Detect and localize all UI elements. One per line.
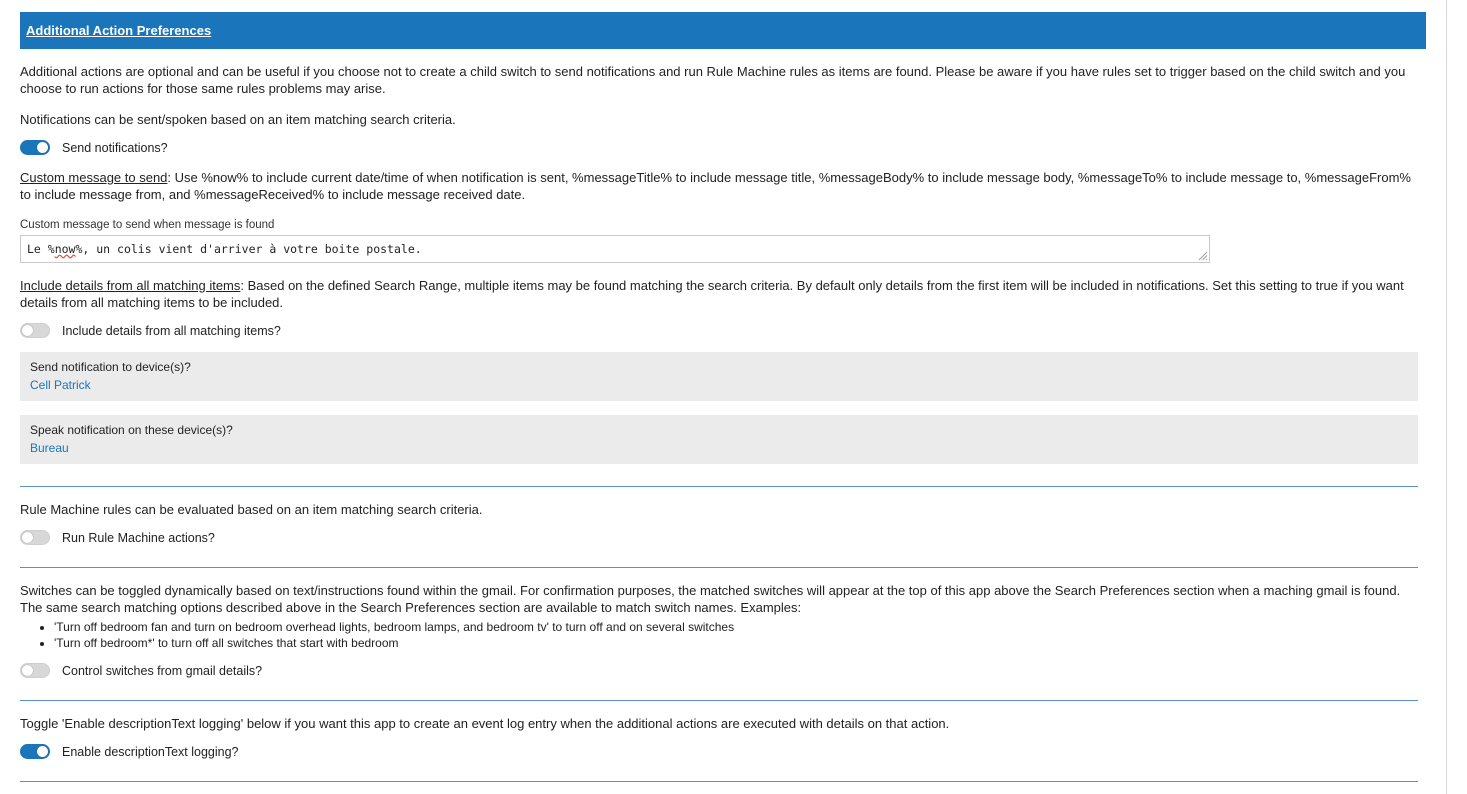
divider-3 [20,700,1418,701]
include-details-description-rest: : Based on the defined Search Range, multiple items may be found matching the search criteria. By default only details from the first item will be included in notifications. Set this setting to true if you want details from all matching items to be included. [20,278,1404,310]
rule-machine-row[interactable] [20,530,1418,545]
logging-row[interactable] [20,744,1418,759]
send-notifications-toggle[interactable] [20,140,50,155]
include-details-description [20,277,1418,311]
toggle-knob [22,532,33,543]
rule-machine-toggle[interactable] [20,530,50,545]
toggle-knob [37,746,48,757]
speak-devices-panel[interactable] [20,415,1418,464]
custom-message-input-wrap[interactable] [20,235,1210,263]
logging-toggle[interactable] [20,744,50,759]
include-details-label: Include details from all matching items? [62,323,281,338]
include-details-description-underlined: Include details from all matching items [20,278,241,293]
custom-message-value-misspelled: now [54,242,76,256]
notify-devices-title: Send notification to device(s)? [30,360,191,374]
rule-machine-label: Run Rule Machine actions? [62,530,215,545]
rule-machine-intro: Rule Machine rules can be evaluated based on an item matching search criteria. [20,502,483,517]
toggle-knob [37,142,48,153]
speak-devices-title: Speak notification on these device(s)? [30,423,233,437]
custom-message-description-underlined: Custom message to send [20,170,168,185]
include-details-toggle[interactable] [20,323,50,338]
list-item: • 'Turn off bedroom fan and turn on bedroom overhead lights, bedroom lamps, and bedroom tv' to turn off and on several switches [54,620,1418,635]
speak-devices-value[interactable]: Bureau [30,441,69,455]
switches-intro: Switches can be toggled dynamically based on text/instructions found within the gmail. For confirmation purposes, the matched switches will appear at the top of this app above the Search Preferences section when a maching gmail is found. The same search matching options described above in the Search Preferences section are available to match switch names. Examples: [20,583,1401,615]
toggle-knob [22,665,33,676]
notifications-intro-paragraph: Notifications can be sent/spoken based on an item matching search criteria. [20,112,456,127]
send-notifications-label: Send notifications? [62,140,168,155]
custom-message-field-label: Custom message to send when message is found [20,219,275,231]
logging-label: Enable descriptionText logging? [62,744,239,759]
control-switches-label: Control switches from gmail details? [62,663,263,678]
control-switches-toggle[interactable] [20,663,50,678]
custom-message-description-rest: : Use %now% to include current date/time of when notification is sent, %messageTitle% to include message title, %messageBody% to include message body, %messageTo% to include message to, %messageFrom% to include message from, and %messageReceived% to include message received date. [20,170,1411,202]
logging-intro: Toggle 'Enable descriptionText logging' below if you want this app to create an event log entry when the additional actions are executed with details on that action. [20,716,950,731]
custom-message-input[interactable] [20,235,1210,263]
section-body [0,63,1446,782]
section-header-additional-action-preferences [20,12,1426,49]
scrollbar-gutter[interactable] [1447,0,1467,794]
notify-devices-panel[interactable] [20,352,1418,401]
divider-4 [20,781,1418,782]
control-switches-row[interactable] [20,663,1418,678]
notify-devices-value[interactable]: Cell Patrick [30,378,91,392]
custom-message-description [20,169,1418,203]
send-notifications-row[interactable] [20,140,1418,155]
list-item: • 'Turn off bedroom*' to turn off all switches that start with bedroom [54,636,1418,651]
intro-paragraph: Additional actions are optional and can be useful if you choose not to create a child switch to send notifications and run Rule Machine rules as items are found. Please be aware if you have rules set to trigger based on the child switch and you choose to run actions for those same rules problems may arise. [20,64,1406,96]
custom-message-value-part2: %, un colis vient d'arriver à votre boite postale. [75,242,422,256]
section-title: Additional Action Preferences [26,23,212,38]
include-details-row[interactable] [20,323,1418,338]
custom-message-value-part1: Le % [27,242,55,256]
switches-examples-list [20,620,1418,651]
divider-2 [20,567,1418,568]
toggle-knob [22,325,33,336]
divider-1 [20,486,1418,487]
